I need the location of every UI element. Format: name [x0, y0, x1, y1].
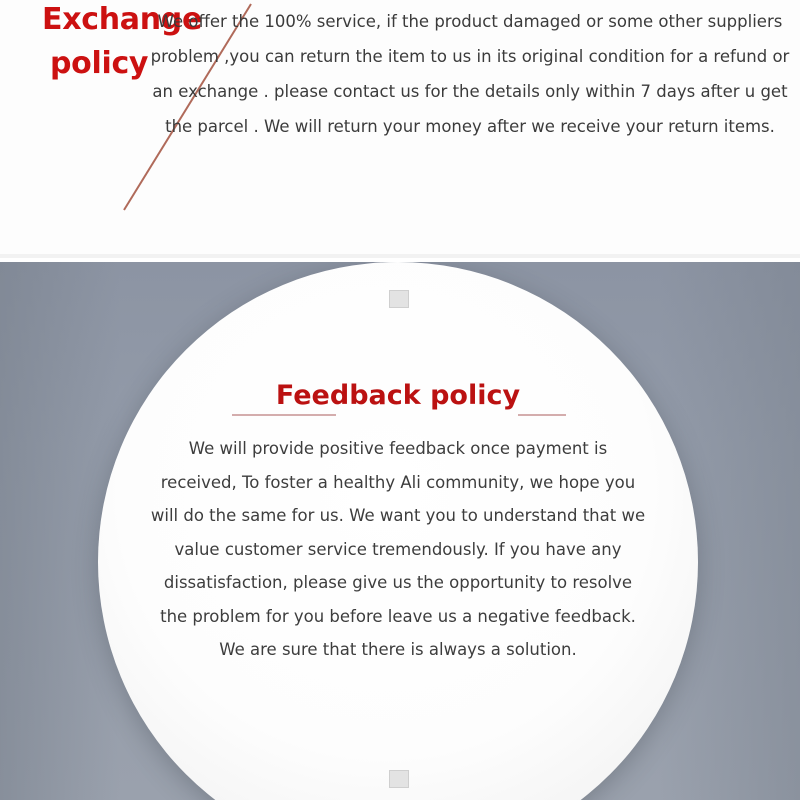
- title-underline-right: [518, 414, 566, 416]
- feedback-policy-title: Feedback policy: [275, 380, 521, 411]
- feedback-policy-circle-card: [98, 262, 698, 800]
- exchange-policy-body: We offer the 100% service, if the product damaged or some other suppliers problem ,you can return the item to us in its original condition for a refund or an exchange . please contact us for the details only within 7 days after u get the parcel . We will return your money after we receive your return items.: [150, 12, 790, 136]
- feedback-policy-section: [0, 262, 800, 800]
- card-tab-top-icon: [389, 290, 409, 308]
- exchange-policy-title-line2: policy: [50, 46, 149, 81]
- feedback-policy-body: We will provide positive feedback once payment is received, To foster a healthy Ali community, we hope you will do the same for us. We want you to understand that we value customer service tremendously. If you have any dissatisfaction, please give us the opportunity to resolve the problem for you before leave us a negative feedback. We are sure that there is always a solution.: [150, 439, 646, 659]
- card-tab-bottom-icon: [389, 770, 409, 788]
- exchange-policy-title-line1: Exchange: [42, 2, 203, 37]
- title-underline-left: [232, 414, 336, 416]
- exchange-policy-section: [0, 0, 800, 258]
